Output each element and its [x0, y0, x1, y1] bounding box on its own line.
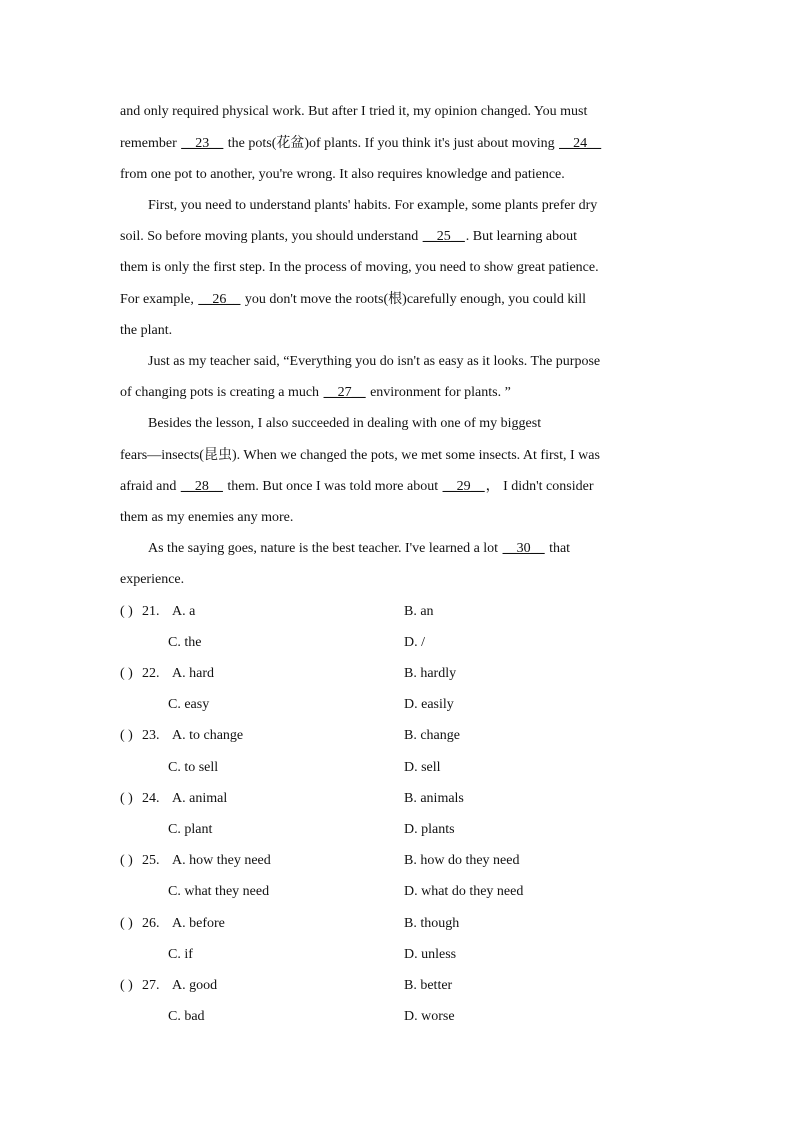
passage-text: soil. So before moving plants, you should understand	[120, 229, 422, 244]
option-c: C. the	[168, 635, 202, 650]
passage-text: that	[545, 541, 571, 556]
blank-28: __28__	[180, 479, 223, 494]
answer-parentheses[interactable]: ( )	[120, 916, 133, 931]
passage-text: experience.	[120, 572, 185, 587]
passage-line	[148, 414, 672, 434]
blank-27: __27__	[323, 385, 366, 400]
answer-parentheses[interactable]: ( )	[120, 978, 133, 993]
question-22-row2	[120, 695, 680, 715]
passage-line	[148, 352, 672, 372]
question-21-row2	[120, 633, 680, 653]
passage-line	[120, 258, 672, 278]
passage-text: of changing pots is creating a much	[120, 385, 323, 400]
option-a: A. animal	[172, 791, 228, 806]
option-c: C. plant	[168, 822, 213, 837]
blank-24: __24__	[559, 136, 602, 151]
passage-line	[148, 196, 672, 216]
passage-text: them as my enemies any more.	[120, 510, 294, 525]
passage-line	[120, 134, 672, 154]
question-26	[120, 914, 680, 934]
passage-text: As the saying goes, nature is the best teacher. I've learned a lot	[148, 541, 502, 556]
question-22	[120, 664, 680, 684]
option-b: B. an	[404, 604, 434, 619]
option-a: A. how they need	[172, 853, 271, 868]
question-number: 26.	[142, 916, 160, 931]
question-25-row2	[120, 882, 680, 902]
passage-text: and only required physical work. But after I tried it, my opinion changed. You must	[120, 104, 588, 119]
passage-text: remember	[120, 136, 181, 151]
option-a: A. to change	[172, 728, 244, 743]
question-24	[120, 789, 680, 809]
question-26-row2	[120, 945, 680, 965]
answer-parentheses[interactable]: ( )	[120, 604, 133, 619]
answer-parentheses[interactable]: ( )	[120, 853, 133, 868]
passage-line	[120, 290, 672, 310]
option-d: D. unless	[404, 947, 457, 962]
option-c: C. if	[168, 947, 193, 962]
option-b: B. change	[404, 728, 460, 743]
question-27	[120, 976, 680, 996]
question-24-row2	[120, 820, 680, 840]
option-b: B. though	[404, 916, 460, 931]
passage-line	[120, 165, 672, 185]
question-number: 22.	[142, 666, 160, 681]
passage-text: them is only the first step. In the process of moving, you need to show great patience.	[120, 260, 599, 275]
question-number: 27.	[142, 978, 160, 993]
question-23	[120, 726, 680, 746]
question-number: 21.	[142, 604, 160, 619]
passage-line	[148, 539, 672, 559]
passage-line	[120, 508, 672, 528]
passage-text: ， I didn't consider	[485, 479, 594, 494]
option-d: D. /	[404, 635, 425, 650]
blank-29: __29__	[442, 479, 485, 494]
passage-text: from one pot to another, you're wrong. It also requires knowledge and patience.	[120, 167, 565, 182]
passage-text: Besides the lesson, I also succeeded in dealing with one of my biggest	[148, 416, 542, 431]
passage-line	[120, 102, 672, 122]
option-c: C. bad	[168, 1009, 205, 1024]
blank-26: __26__	[198, 292, 241, 307]
option-d: D. worse	[404, 1009, 455, 1024]
blank-23: __23__	[181, 136, 224, 151]
passage-line	[120, 227, 672, 247]
passage-line	[120, 570, 672, 590]
option-d: D. easily	[404, 697, 454, 712]
option-b: B. animals	[404, 791, 464, 806]
option-a: A. hard	[172, 666, 214, 681]
passage-text: the plant.	[120, 323, 173, 338]
passage-text: environment for plants. ”	[366, 385, 511, 400]
question-number: 23.	[142, 728, 160, 743]
option-b: B. hardly	[404, 666, 457, 681]
answer-parentheses[interactable]: ( )	[120, 791, 133, 806]
option-a: A. good	[172, 978, 218, 993]
passage-text: them. But once I was told more about	[223, 479, 442, 494]
answer-parentheses[interactable]: ( )	[120, 666, 133, 681]
option-d: D. plants	[404, 822, 455, 837]
option-c: C. easy	[168, 697, 210, 712]
option-b: B. how do they need	[404, 853, 520, 868]
option-a: A. a	[172, 604, 196, 619]
passage-text: fears—insects(昆虫). When we changed the pots, we met some insects. At first, I was	[120, 448, 600, 463]
question-27-row2	[120, 1007, 680, 1027]
blank-30: __30__	[502, 541, 545, 556]
passage-text: you don't move the roots(根)carefully enough, you could kill	[241, 292, 587, 307]
option-b: B. better	[404, 978, 453, 993]
passage-line	[120, 383, 672, 403]
question-number: 25.	[142, 853, 160, 868]
answer-parentheses[interactable]: ( )	[120, 728, 133, 743]
passage-text: . But learning about	[465, 229, 577, 244]
passage-text: afraid and	[120, 479, 180, 494]
passage-line	[120, 477, 672, 497]
passage-text: Just as my teacher said, “Everything you do isn't as easy as it looks. The purpose	[148, 354, 601, 369]
passage-line	[120, 446, 672, 466]
option-a: A. before	[172, 916, 225, 931]
option-c: C. what they need	[168, 884, 270, 899]
question-25	[120, 851, 680, 871]
passage-text: the pots(花盆)of plants. If you think it's just about moving	[224, 136, 559, 151]
question-23-row2	[120, 758, 680, 778]
passage-line	[120, 321, 672, 341]
question-21	[120, 602, 680, 622]
passage-text: First, you need to understand plants' habits. For example, some plants prefer dry	[148, 198, 598, 213]
option-d: D. what do they need	[404, 884, 524, 899]
option-c: C. to sell	[168, 760, 219, 775]
blank-25: __25__	[422, 229, 465, 244]
option-d: D. sell	[404, 760, 441, 775]
passage-text: For example,	[120, 292, 198, 307]
question-number: 24.	[142, 791, 160, 806]
